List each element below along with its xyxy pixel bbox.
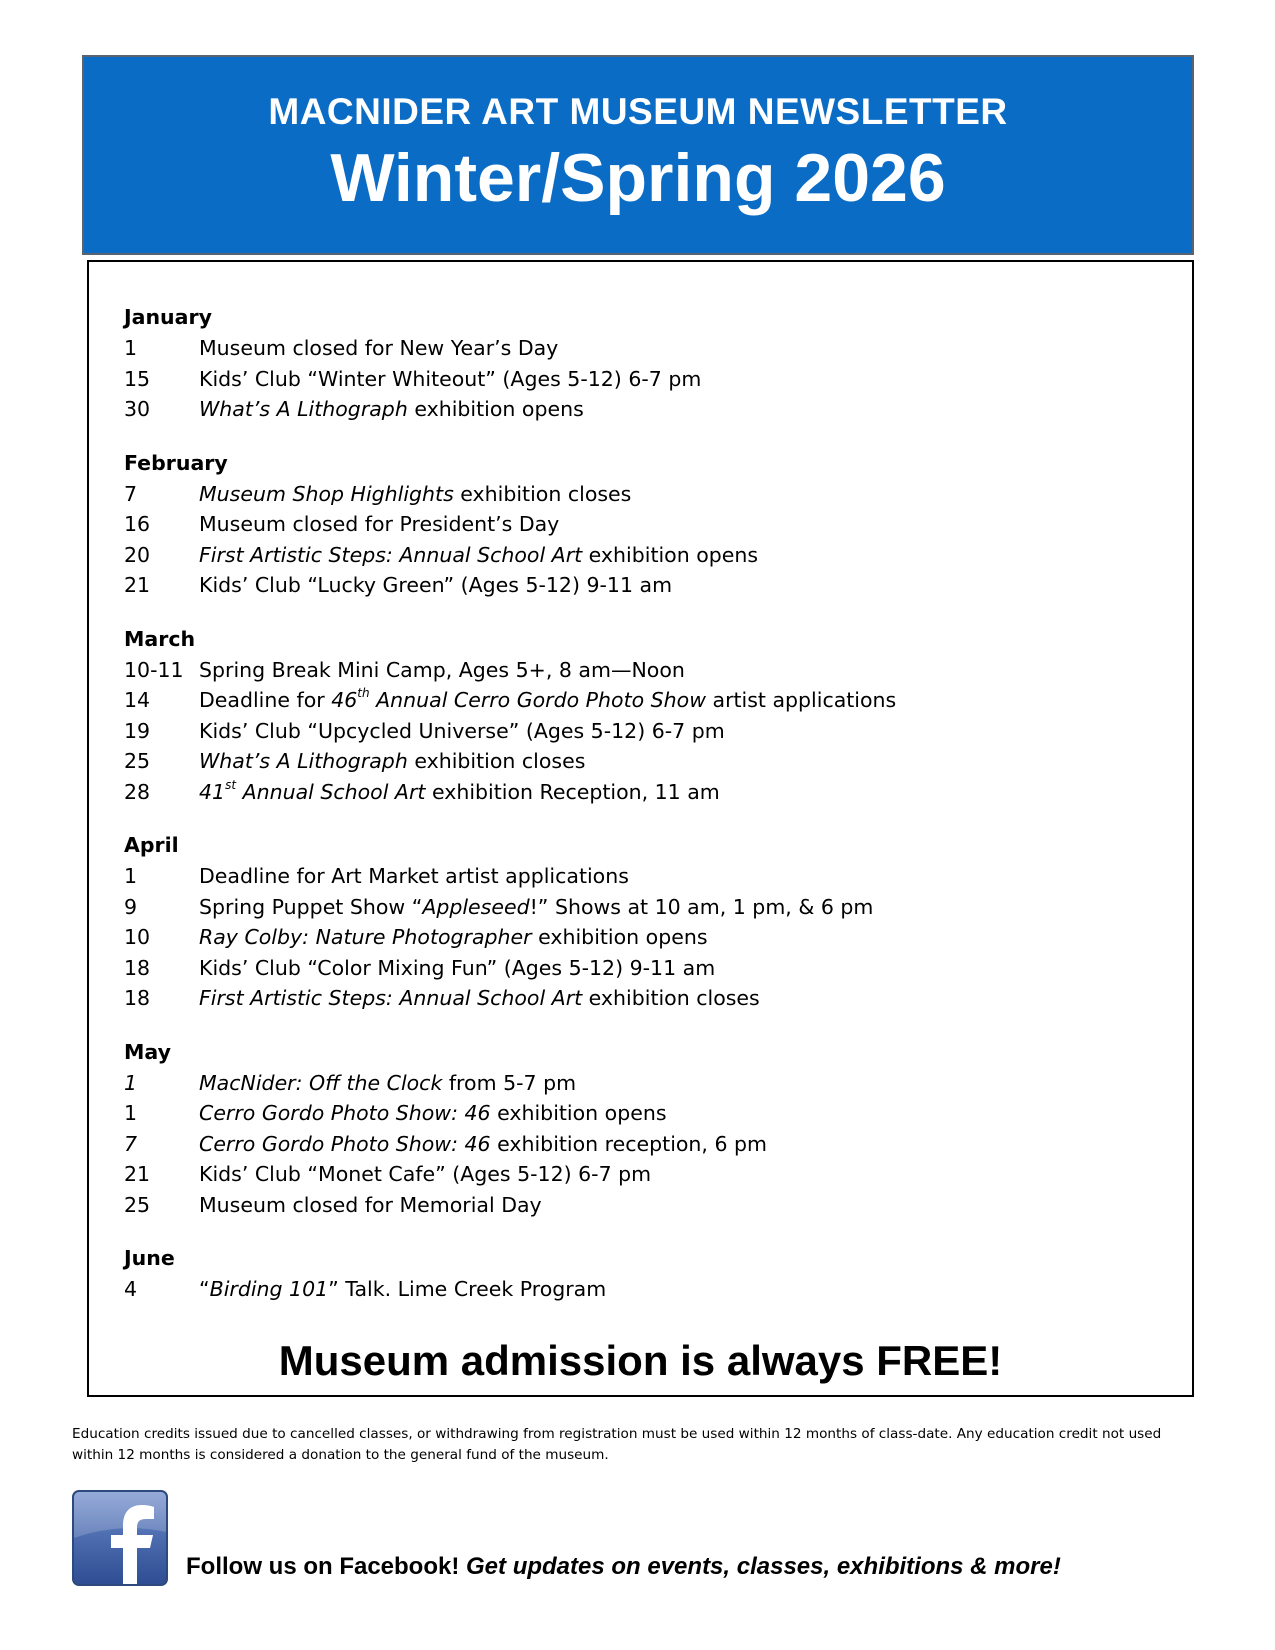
- event-description: [199, 540, 758, 571]
- event-date: 1: [124, 1070, 138, 1095]
- event-description: [199, 892, 873, 923]
- month-heading: April: [124, 833, 179, 857]
- event-description: [199, 570, 672, 601]
- event-description: [199, 777, 720, 808]
- admission-note: Museum admission is always FREE!: [278, 1337, 1003, 1384]
- event-text: Museum closed for President’s Day: [199, 512, 560, 536]
- event-row: [124, 1159, 1164, 1190]
- event-row: [124, 364, 1164, 395]
- event-ordinal: 46: [331, 688, 358, 712]
- event-text: exhibition reception, 6 pm: [490, 1131, 768, 1156]
- event-date: 15: [124, 366, 151, 391]
- event-text: !” Shows at 10 am, 1 pm, & 6 pm: [529, 894, 874, 919]
- event-row: [124, 509, 1164, 540]
- event-date: 28: [124, 779, 151, 804]
- event-description: [199, 716, 725, 747]
- ordinal-suffix: st: [225, 777, 237, 792]
- event-description: [199, 922, 708, 953]
- events-list: [124, 302, 1164, 1328]
- event-ordinal: 41: [199, 779, 226, 804]
- event-title: What’s A Lithograph: [199, 749, 408, 773]
- event-row: [124, 983, 1164, 1014]
- event-text: ” Talk. Lime Creek Program: [328, 1277, 607, 1301]
- event-row: [124, 953, 1164, 984]
- event-text: exhibition opens: [531, 925, 708, 949]
- event-text: Spring Break Mini Camp, Ages 5+, 8 am—Noon: [199, 657, 685, 682]
- event-title: Appleseed: [422, 894, 530, 919]
- month-section: [124, 624, 1164, 808]
- event-row: [124, 479, 1164, 510]
- event-text: Deadline for Art Market artist applications: [199, 864, 629, 888]
- ordinal-suffix: th: [357, 686, 370, 701]
- event-row: [124, 1098, 1164, 1129]
- event-date: 9: [124, 894, 138, 919]
- month-heading: March: [124, 626, 196, 651]
- event-text: Kids’ Club “Color Mixing Fun” (Ages 5-12) 9-11 am: [199, 955, 716, 980]
- event-description: [199, 1159, 651, 1190]
- month-heading: February: [124, 450, 228, 475]
- event-text: artist applications: [705, 688, 897, 712]
- event-date: 10: [124, 925, 151, 949]
- event-title: Birding 101: [209, 1277, 329, 1301]
- event-date: 19: [124, 718, 151, 743]
- event-date: 1: [124, 336, 138, 360]
- event-row: [124, 333, 1164, 364]
- event-text: Museum closed for Memorial Day: [199, 1192, 542, 1217]
- event-row: [124, 394, 1164, 425]
- events-calendar: [87, 260, 1194, 1397]
- month-section: [124, 448, 1164, 601]
- event-row: [124, 685, 1164, 716]
- event-description: [199, 983, 760, 1014]
- follow-tagline: Get updates on events, classes, exhibitions & more!: [466, 1553, 1061, 1580]
- event-row: [124, 892, 1164, 923]
- event-text: exhibition closes: [407, 749, 586, 773]
- event-title: Museum Shop Highlights: [199, 481, 454, 506]
- event-title: What’s A Lithograph: [199, 397, 408, 421]
- event-description: [199, 1274, 606, 1305]
- event-row: [124, 861, 1164, 892]
- event-text: Kids’ Club “Upcycled Universe” (Ages 5-12) 6-7 pm: [199, 718, 725, 743]
- event-description: [199, 333, 558, 364]
- event-title: First Artistic Steps: Annual School Art: [199, 542, 583, 567]
- event-description: [199, 1068, 576, 1099]
- facebook-follow-line: [186, 1553, 1061, 1581]
- event-description: [199, 479, 631, 510]
- event-row: [124, 1068, 1164, 1099]
- event-text: exhibition closes: [453, 481, 632, 506]
- month-section: [124, 1037, 1164, 1221]
- event-date: 21: [124, 573, 151, 597]
- event-date: 1: [124, 1101, 138, 1125]
- newsletter-banner: [82, 55, 1194, 255]
- event-row: [124, 540, 1164, 571]
- event-description: [199, 364, 701, 395]
- event-date: 20: [124, 542, 151, 567]
- event-title: First Artistic Steps: Annual School Art: [199, 986, 583, 1010]
- month-heading: June: [124, 1246, 175, 1270]
- event-title: Cerro Gordo Photo Show: 46: [199, 1131, 491, 1156]
- event-text: exhibition opens: [407, 397, 584, 421]
- event-text: “: [199, 1277, 210, 1301]
- event-row: [124, 655, 1164, 686]
- event-text: Kids’ Club “Winter Whiteout” (Ages 5-12) 6-7 pm: [199, 366, 702, 391]
- event-row: [124, 1190, 1164, 1221]
- event-title: Cerro Gordo Photo Show: 46: [199, 1101, 491, 1125]
- event-description: [199, 746, 585, 777]
- event-row: [124, 746, 1164, 777]
- event-description: [199, 1129, 767, 1160]
- month-section: [124, 830, 1164, 1014]
- event-date: 16: [124, 512, 151, 536]
- event-date: 21: [124, 1162, 151, 1186]
- event-description: [199, 861, 629, 892]
- event-text: Museum closed for New Year’s Day: [199, 336, 559, 360]
- event-row: [124, 1274, 1164, 1305]
- event-text: Spring Puppet Show “: [199, 894, 423, 919]
- event-description: [199, 685, 896, 716]
- event-date: 7: [124, 481, 138, 506]
- event-row: [124, 1129, 1164, 1160]
- season-title: Winter/Spring 2026: [330, 140, 946, 216]
- event-description: [199, 655, 685, 686]
- month-heading: January: [124, 305, 212, 329]
- facebook-f-icon[interactable]: [72, 1490, 168, 1586]
- newsletter-title: MACNIDER ART MUSEUM NEWSLETTER: [268, 91, 1008, 132]
- event-text: exhibition Reception, 11 am: [425, 779, 720, 804]
- event-title: MacNider: Off the Clock: [199, 1070, 443, 1095]
- follow-label: Follow us on Facebook!: [186, 1553, 460, 1580]
- event-date: 18: [124, 986, 151, 1010]
- event-row: [124, 922, 1164, 953]
- event-date: 10-11: [124, 657, 184, 682]
- event-text: exhibition closes: [582, 986, 760, 1010]
- event-date: 30: [124, 397, 151, 421]
- event-text: exhibition opens: [582, 542, 759, 567]
- month-section: [124, 302, 1164, 425]
- event-text: Kids’ Club “Monet Cafe” (Ages 5-12) 6-7 pm: [199, 1162, 652, 1186]
- event-date: 7: [124, 1131, 138, 1156]
- event-row: [124, 570, 1164, 601]
- event-row: [124, 716, 1164, 747]
- event-text: exhibition opens: [490, 1101, 667, 1125]
- event-description: [199, 1190, 542, 1221]
- event-title: Ray Colby: Nature Photographer: [199, 925, 532, 949]
- event-text: Kids’ Club “Lucky Green” (Ages 5-12) 9-11 am: [199, 573, 673, 597]
- event-date: 4: [124, 1277, 138, 1301]
- event-text: from 5-7 pm: [442, 1070, 577, 1095]
- event-title: Annual Cerro Gordo Photo Show: [369, 688, 706, 712]
- event-date: 25: [124, 1192, 151, 1217]
- event-date: 14: [124, 688, 151, 712]
- event-title: Annual School Art: [236, 779, 426, 804]
- event-description: [199, 953, 715, 984]
- event-description: [199, 509, 559, 540]
- event-date: 1: [124, 864, 138, 888]
- event-description: [199, 394, 584, 425]
- month-section: [124, 1243, 1164, 1305]
- event-date: 25: [124, 749, 151, 773]
- education-credits-note: Education credits issued due to cancelled classes, or withdrawing from registration must be used within 12 months of class-date. Any education credit not used within 12 months is considered a donation to the general fund of the museum.: [72, 1426, 1162, 1463]
- event-row: [124, 777, 1164, 808]
- event-text: Deadline for: [199, 688, 332, 712]
- event-date: 18: [124, 955, 151, 980]
- event-description: [199, 1098, 667, 1129]
- month-heading: May: [124, 1039, 171, 1064]
